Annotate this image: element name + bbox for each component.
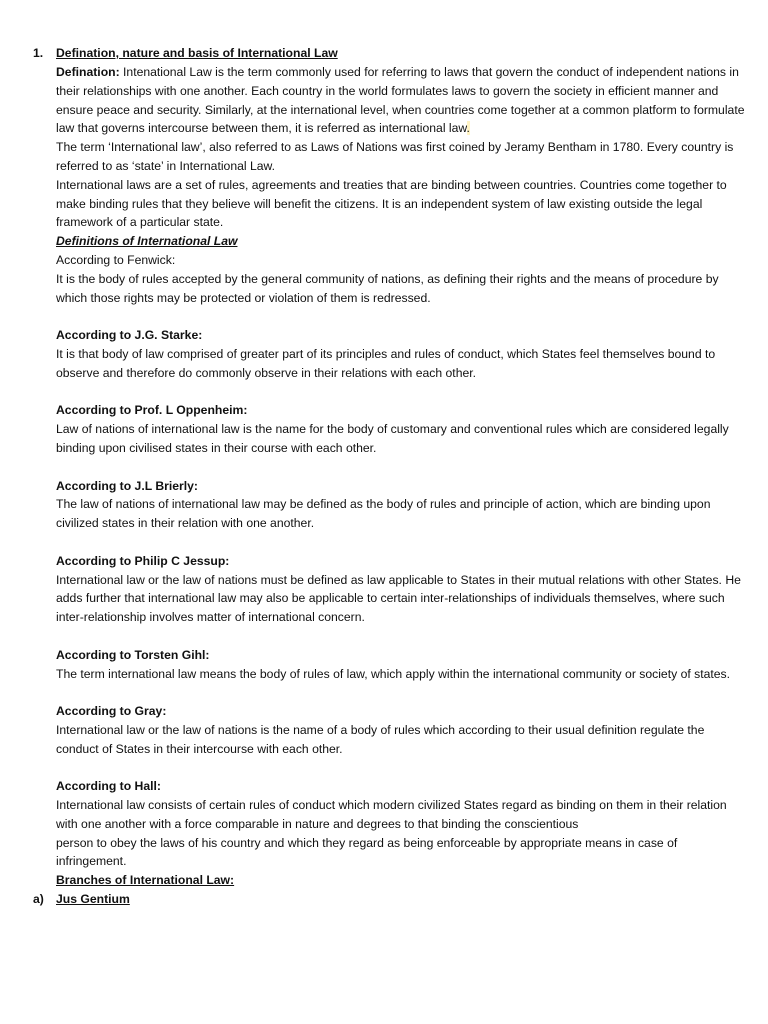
defination-paragraph (56, 63, 746, 138)
definition-label-gihl: According to Torsten Gihl: (56, 647, 210, 662)
definition-text-fenwick: It is the body of rules accepted by the general community of nations, as defining their rights and the means of procedure by which those rights may be protected or violation of them is redressed. (56, 271, 719, 305)
definition-text-gihl: The term international law means the body of rules of law, which apply within the international community or society of states. (56, 666, 731, 681)
section-body (33, 63, 746, 909)
section-number: 1. (33, 46, 44, 60)
defination-label: Defination: (56, 65, 120, 79)
defination-text: Intenational Law is the term commonly used for referring to laws that govern the conduct of independent nations in their relationships with one another. Each country in the world formulates laws to govern the society in efficient manner and ensure peace and security. Similarly, at the international level, when countries come together at a common platform to formulate law that governs intercourse between them, it is referred as international law (56, 65, 745, 136)
definition-text-jessup: International law or the law of nations must be defined as law applicable to States in their mutual relations with other States. He adds further that international law may also be applicable to certain inter-relationships of individuals themselves, where such inter-relationship involves matter of international concern. (56, 572, 741, 625)
definition-text-hall-line1: International law consists of certain rules of conduct which modern civilized States regard as binding on them in their relation with one another with a force comparable in nature and degrees to that binding the conscientious (56, 798, 727, 831)
treaties-paragraph: International laws are a set of rules, agreements and treaties that are binding between countries. Countries come together to make binding rules that they believe will benefit the citizens. It is an independent system of law existing outside the legal framework of a particular state. (56, 177, 727, 230)
definition-label-jessup: According to Philip C Jessup: (56, 553, 230, 568)
definition-text-brierly: The law of nations of international law may be defined as the body of rules and principle of action, which are binding upon civilized states in their relation with one another. (56, 497, 711, 531)
definition-label-fenwick: According to Fenwick: (56, 252, 176, 267)
branch-item (33, 890, 746, 909)
definition-label-hall: According to Hall: (56, 779, 161, 794)
definition-text-oppenheim: Law of nations of international law is the name for the body of customary and conventional rules which are considered legally binding upon civilised states in their course with each other. (56, 422, 729, 455)
branch-label: Jus Gentium (56, 892, 130, 907)
definition-text-starke: It is that body of law comprised of greater part of its principles and rules of conduct, which States feel themselves bound to observe and therefore do commonly observe in their relations with each other. (56, 346, 716, 380)
defination-end: . (466, 121, 470, 136)
definitions-heading: Definitions of International Law (56, 234, 238, 249)
section-title: Defination, nature and basis of International Law (56, 46, 338, 60)
definition-label-brierly: According to J.L Brierly: (56, 478, 198, 493)
definition-text-hall-line2: person to obey the laws of his country and which they regard as being enforceable by appropriate means in case of infringement. (56, 835, 678, 869)
branch-marker: a) (33, 892, 44, 907)
definition-label-oppenheim: According to Prof. L Oppenheim: (56, 403, 248, 418)
branches-heading: Branches of International Law: (56, 873, 235, 888)
definition-text-gray: International law or the law of nations is the name of a body of rules which according to their usual definition regulate the conduct of States in their intercourse with each other. (56, 722, 705, 756)
definition-label-starke: According to J.G. Starke: (56, 328, 203, 343)
bentham-paragraph: The term ‘International law’, also referred to as Laws of Nations was first coined by Jeramy Bentham in 1780. Every country is referred to as ‘state’ in International Law. (56, 140, 734, 173)
definition-label-gray: According to Gray: (56, 704, 167, 719)
